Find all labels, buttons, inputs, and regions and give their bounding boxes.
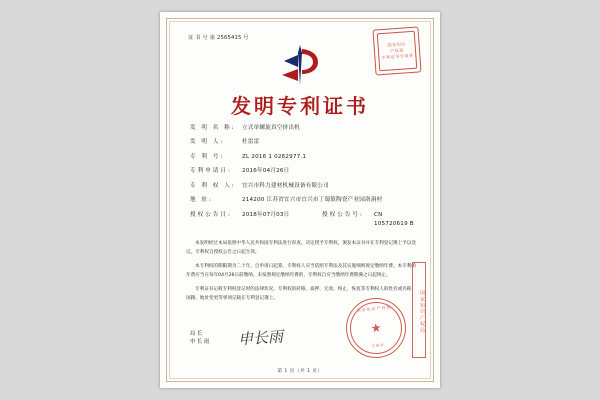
director-title: 局长 [190, 330, 204, 337]
field-grant-number [322, 211, 414, 229]
field-patent-number [190, 153, 414, 162]
field-label: 授权公告日: [190, 211, 232, 218]
field-grant-row [190, 211, 414, 229]
top-seal-line2: 产权局 [389, 47, 404, 54]
field-value: 2018年07月03日 [242, 211, 290, 218]
top-seal-line1: 国家知识 [387, 40, 406, 48]
field-value: 立式单螺旋真空挤出机 [242, 125, 300, 131]
field-address [190, 196, 414, 205]
side-vertical-stamp: 国家知识产权局 [412, 262, 426, 358]
top-seal-line3: 专利证书专用章 [381, 53, 414, 61]
field-inventor [190, 138, 414, 147]
field-application-date [190, 167, 414, 176]
certificate-number: 证 书 号 第 2565415 号 [188, 35, 249, 41]
field-value: CN 105720619 B [374, 211, 414, 227]
page-footer: 第 1 页（共 1 页） [277, 369, 323, 374]
certificate-title: 发明专利证书 [231, 94, 369, 118]
field-patentee [190, 182, 414, 191]
patent-certificate [160, 12, 440, 388]
body-paragraph-3: 专利证书记载专利权登记时的法律状况。专利权的转移、质押、无效、终止、恢复等专利权人的姓名或名称、国籍、地址变更等事项记载在专利登记簿上。 [186, 286, 416, 301]
national-emblem-icon [160, 42, 440, 90]
field-value: ZL 2016 1 0262977.1 [242, 153, 307, 160]
star-icon: ★ [369, 320, 383, 336]
certificate-fields [190, 124, 414, 234]
field-label: 专利申请日: [190, 168, 232, 175]
field-value: 杜雷雷 [242, 139, 260, 146]
body-paragraph-2: 本专利权的期限期为二十年，自申请日起算。专利权人应当依照专利法及其实施细则规定缴纳年费。本专利的年费应当在每年04月26日前缴纳。未按照规定缴纳年费的，专利权自应当缴纳年费期满之日起终止。 [186, 263, 416, 278]
field-grant-date [190, 211, 322, 229]
handwritten-signature: 申长雨 [237, 327, 284, 349]
field-label: 发 明 名 称: [190, 125, 236, 131]
field-label: 专 利 号: [190, 153, 225, 160]
field-invention-name [190, 124, 414, 133]
field-value: 214200 江苏省宜兴市宜兴市丁蜀镇陶瓷产业园洛涧村 [242, 197, 383, 204]
field-label: 专 利 权 人: [190, 182, 236, 189]
field-value: 2016年04月26日 [242, 168, 290, 175]
body-paragraph-1: 本发明经过本局依照中华人民共和国专利法进行审查，决定授予专利权，颁发本证书并在专利登记簿上予以登记。专利权自授权公告之日起生效。 [186, 241, 416, 255]
director-signature-block [190, 330, 211, 346]
round-seal-top-text: 国家知识产权局 [356, 304, 392, 313]
field-value: 宜兴市科力建材机械设备有限公司 [242, 182, 329, 189]
field-label: 授权公告号: [322, 211, 364, 218]
director-name: 申长雨 [190, 338, 211, 345]
round-seal-bottom-text: 专用章 [371, 343, 385, 349]
field-label: 地 址: [190, 197, 213, 204]
field-label: 发 明 人: [190, 139, 225, 146]
